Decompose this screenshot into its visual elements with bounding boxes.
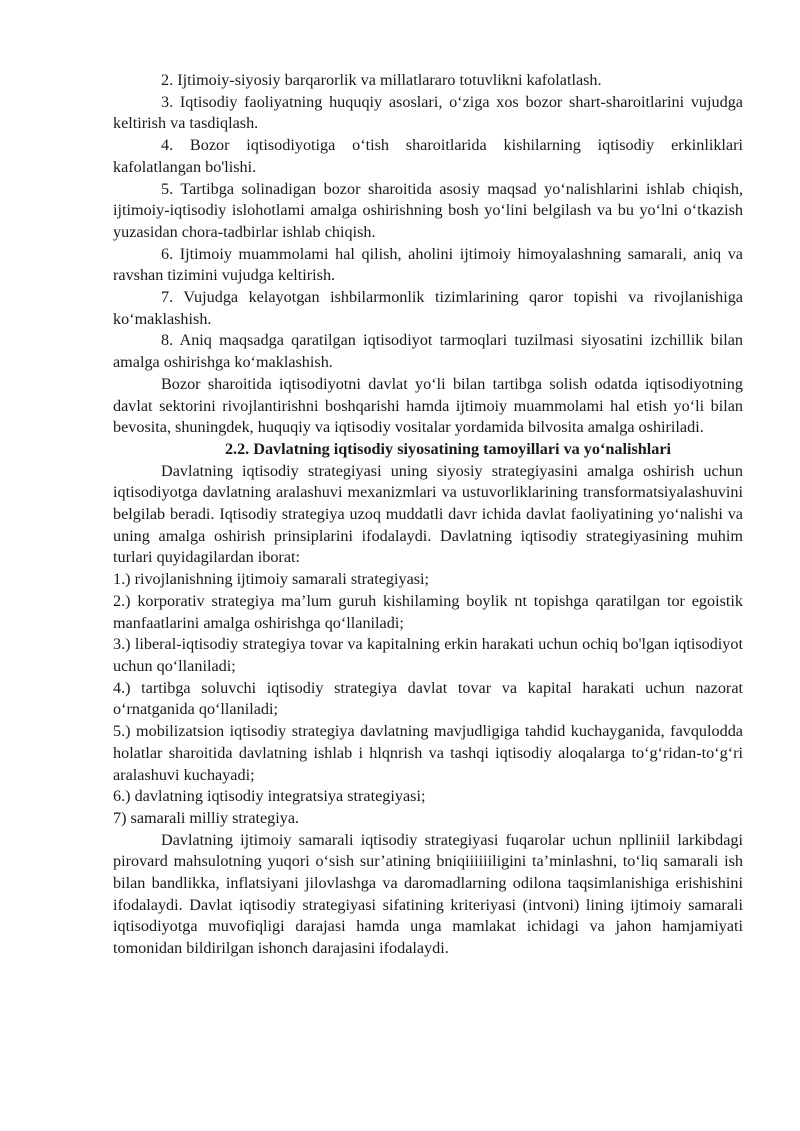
document-page [113,70,743,960]
paragraph: 2. Ijtimoiy-siyosiy barqarorlik va millatlararo totuvlikni kafolatlash. [161,71,602,89]
intro-paragraph: Davlatning iqtisodiy strategiyasi uning siyosiy strategiyasini amalga oshirish uchun iqtisodiyotga davlatning aralashuvi mexanizmlari va ustuvorliklarining transformatsiyalashuvini belgilab beradi. Iqtisodiy strategiya uzoq muddatli davr ichida davlat faoliyatining yo‘nalishi va uning amalga oshirish prinsiplarini ifodalaydi. Davlatning iqtisodiy strategiyasining muhim turlari quyidagilardan iborat: [113,461,743,567]
paragraph: 7. Vujudga kelayotgan ishbilarmonlik tizimlarining qaror topishi va rivojlanishiga ko‘maklashish. [113,288,743,328]
paragraph: Bozor sharoitida iqtisodiyotni davlat yo‘li bilan tartibga solish odatda iqtisodiyotning davlat sektorini rivojlantirishni boshqarishi hamda ijtimoiy muammolami hal etish yo‘li bilan bevosita, shuningdek, huquqiy va iqtisodiy vositalar yordamida bilvosita amalga oshiriladi. [113,374,743,437]
list-item: 1.) rivojlanishning ijtimoiy samarali strategiyasi; [113,570,430,589]
closing-paragraph: Davlatning ijtimoiy samarali iqtisodiy strategiyasi fuqarolar uchun nplliniil larkibdagi pirovard mahsulotning yuqori o‘sish sur’atining bniqiiiiiiligini ta’minlashni, to‘liq samarali ish bilan bandlikka, inflatsiyani jilovlashga va daromadlarning odilona taqsimlanishiga erishishini ifodalaydi. Davlat iqtisodiy strategiyasi sifatining kriteriyasi (intvoni) lining ijtimoiy samarali iqtisodiyotga muvofiqligi darajasi hamda unga mamlakat ichidagi va jahon hamjamiyati tomonidan bildirilgan ishonch darajasini ifodalaydi. [113,830,743,958]
list-item: 7) samarali milliy strategiya. [113,808,300,827]
paragraph: 5. Tartibga solinadigan bozor sharoitida asosiy maqsad yo‘nalishlarini ishlab chiqish, ijtimoiy-iqtisodiy islohotlami amalga oshirishning bosh yo‘lini belgilash va bu yo‘lni o‘tkazish yuzasidan chora-tadbirlar ishlab chiqish. [113,179,743,241]
list-item: 3.) liberal-iqtisodiy strategiya tovar va kapitalning erkin harakati uchun ochiq bo'lgan iqtisodiyot uchun qo‘llaniladi; [113,635,743,675]
list-item: 5.) mobilizatsion iqtisodiy strategiya davlatning mavjudligiga tahdid kuchayganida, favqulodda holatlar sharoitida davlatning ishlab i hlqnrish va tashqi iqtisodiy aloqalarga to‘g‘ridan-to‘g‘ri aralashuvi kuchayadi; [113,722,743,784]
paragraph: 8. Aniq maqsadga qaratilgan iqtisodiyot tarmoqlari tuzilmasi siyosatini izchillik bilan amalga oshirishga ko‘maklashish. [113,331,743,372]
list-item: 2.) korporativ strategiya ma’lum guruh kishilaming boylik nt topishga qaratilgan tor egoistik manfaatlarini amalga oshirishga qo‘llaniladi; [113,591,743,632]
section-heading: 2.2. Davlatning iqtisodiy siyosatining tamoyillari va yo‘nalishlari [224,439,672,458]
paragraph: 6. Ijtimoiy muammolami hal qilish, aholini ijtimoiy himoyalashning samarali, aniq va ravshan tizimini vujudga keltirish. [113,244,743,285]
paragraph: 3. Iqtisodiy faoliyatning huquqiy asoslari, o‘ziga xos bozor shart-sharoitlarini vujudga keltirish va tasdiqlash. [113,92,743,133]
list-item: 6.) davlatning iqtisodiy integratsiya strategiyasi; [113,787,426,806]
list-item: 4.) tartibga soluvchi iqtisodiy strategiya davlat tovar va kapital harakati uchun nazorat o‘rnatganida qo‘llaniladi; [113,678,743,719]
paragraph: 4. Bozor iqtisodiyotiga o‘tish sharoitlarida kishilarning iqtisodiy erkinliklari kafolatlangan bo'lishi. [113,136,743,176]
